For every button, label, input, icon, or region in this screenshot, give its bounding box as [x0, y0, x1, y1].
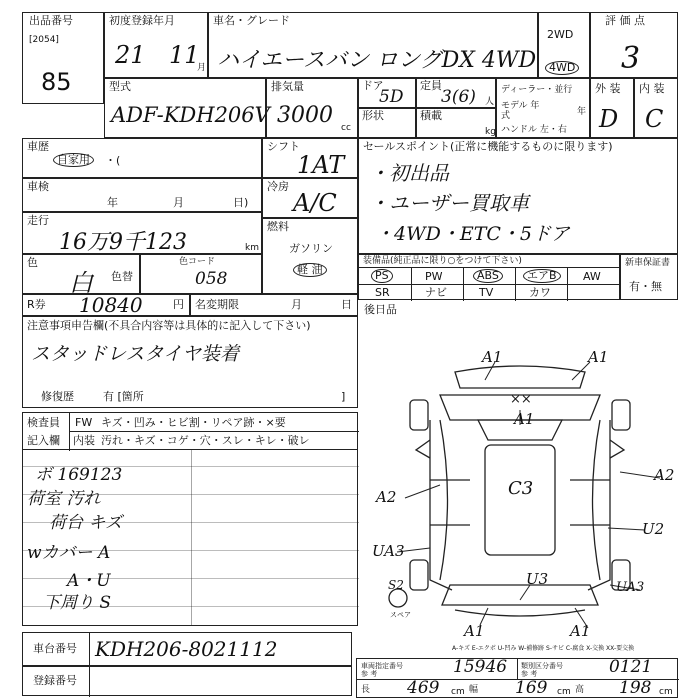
color-no-label: 色替 — [111, 270, 133, 283]
shift-value: 1AT — [297, 151, 345, 179]
equip-ps: PS — [371, 269, 393, 283]
length-value: 469 — [407, 678, 440, 698]
height-label: 高 — [575, 685, 585, 695]
month-unit: 月 — [197, 63, 207, 73]
diag-label-11: U3 — [526, 570, 549, 588]
ref-label-1: 参 考 — [361, 670, 378, 678]
inspection-year: 年 — [107, 196, 118, 209]
chassis-label: 車台番号 — [33, 642, 77, 655]
exterior-value: D — [599, 105, 619, 133]
capacity-label: 定員 — [420, 79, 442, 92]
model-value: ADF-KDH206V — [111, 103, 270, 127]
height-cm: cm — [659, 687, 673, 697]
repair-label: 修復歴 — [41, 390, 74, 403]
first-reg-year: 21 — [115, 41, 146, 69]
color-value: 白 — [69, 269, 93, 297]
inspection-label: 車検 — [27, 180, 49, 193]
interior-label: 内 装 — [639, 82, 665, 95]
equip-abs: ABS — [473, 269, 503, 283]
door-label: ドア — [362, 79, 384, 92]
registration-box — [22, 666, 352, 696]
lot-number: 85 — [41, 68, 72, 96]
diag-label-12: S2 — [388, 578, 404, 592]
usage-value: 自家用 — [53, 153, 94, 167]
fuel-diesel: 軽 油 — [293, 263, 327, 277]
diag-label-6: A2 — [376, 488, 397, 506]
equip-airbag: エアB — [523, 269, 561, 283]
length-cm: cm — [451, 687, 465, 697]
sales-label: セールスポイント(正常に機能するものに限ります) — [363, 140, 613, 153]
inspector-fw-text: キズ・凹み・ヒビ割・リペア跡・×要 — [101, 416, 286, 429]
length-label: 長 — [361, 685, 371, 695]
km-unit: km — [245, 243, 259, 253]
displacement-label: 排気量 — [271, 80, 304, 93]
width-cm: cm — [557, 687, 571, 697]
inspector-label-2: 記入欄 — [27, 434, 60, 447]
ref-label-2: 参 考 — [521, 670, 538, 678]
r-value: 10840 — [79, 293, 143, 317]
inspector-interior-text: 汚れ・キズ・コゲ・穴・スレ・キレ・破レ — [101, 434, 310, 447]
dealer-label: ディーラー・並行 — [501, 85, 573, 95]
inspector-label-1: 検査員 — [27, 416, 60, 429]
capacity-value: 3(6) — [441, 87, 476, 107]
diag-label-10: UA3 — [616, 580, 645, 595]
cc-unit: cc — [341, 123, 351, 133]
model-year-label: モデル 年式 — [501, 101, 540, 121]
year-unit: 年 — [577, 107, 587, 117]
sales-line-3: ・4WD・ETC・5ドア — [375, 223, 570, 245]
diag-label-4: A1 — [514, 410, 535, 428]
class-label: 類別区分番号 — [521, 662, 563, 670]
width-value: 169 — [515, 678, 548, 698]
later-items-label: 後日品 — [364, 303, 397, 316]
car-name: ハイエースバン ロングDX 4WD — [217, 48, 537, 73]
height-value: 198 — [619, 678, 652, 698]
yen-unit: 円 — [173, 298, 184, 311]
size-value: 15946 — [453, 657, 508, 677]
inspector-interior: 内装 — [73, 434, 95, 447]
diag-label-5: C3 — [508, 478, 534, 499]
score-value: 3 — [621, 41, 641, 76]
lot-label: 出品番号 — [29, 14, 73, 27]
diag-label-1: A1 — [482, 348, 503, 366]
equip-leather: カワ — [529, 286, 551, 299]
hw-note-4: wカバー A — [27, 543, 111, 563]
spare-label: スペア — [390, 611, 411, 619]
cooler-label: 冷房 — [267, 180, 289, 193]
r-label: R券 — [27, 298, 46, 311]
equip-tv: TV — [479, 286, 494, 299]
repair-end: ] — [341, 390, 346, 403]
equip-aw: AW — [583, 270, 601, 283]
notes-label: 注意事項申告欄(不具合内容等は具体的に記入して下さい) — [27, 319, 311, 332]
fuel-label: 燃料 — [267, 220, 289, 233]
name-change-month: 月 — [291, 298, 302, 311]
door-value: 5D — [379, 87, 404, 107]
reg-label: 登録番号 — [33, 674, 77, 687]
class-value: 0121 — [609, 657, 653, 677]
diag-label-3: ×× — [510, 392, 532, 407]
repair-value: 有 [箇所 — [103, 390, 144, 403]
color-code-label: 色コード — [179, 257, 216, 267]
score-label: 評 価 点 — [605, 14, 645, 27]
inspection-month: 月 — [173, 196, 184, 209]
name-label: 車名・グレード — [213, 14, 290, 27]
damage-legend: A-キズ E-エクボ U-凹み W-補修跡 S-サビ C-腐食 X-交換 XX-要交換 — [452, 645, 635, 652]
load-label: 積載 — [420, 109, 442, 122]
person-unit: 人 — [485, 97, 495, 107]
name-change-label: 名変期限 — [195, 298, 239, 311]
first-reg-label: 初度登録年月 — [109, 14, 175, 27]
mileage-value: 16万9千123 — [59, 230, 187, 255]
fuel-gas: ガソリン — [289, 242, 333, 255]
exterior-label: 外 装 — [595, 82, 621, 95]
handle-label: ハンドル 左・右 — [501, 125, 567, 135]
mileage-label: 走行 — [27, 214, 49, 227]
hw-note-5: A・U — [67, 571, 111, 591]
inspection-day: 日) — [233, 196, 249, 209]
diag-label-2: A1 — [588, 348, 609, 366]
diag-label-7: A2 — [654, 466, 675, 484]
interior-value: C — [645, 105, 664, 133]
equip-pw: PW — [425, 270, 443, 283]
inspector-fw: FW — [75, 416, 93, 429]
color-label: 色 — [27, 256, 38, 269]
size-label: 車両指定番号 — [361, 662, 403, 670]
hw-note-2: 荷室 汚れ — [27, 489, 101, 509]
chassis-box — [22, 632, 352, 666]
sales-line-1: ・初出品 — [369, 161, 449, 185]
chassis-value: KDH206-8021112 — [95, 637, 278, 661]
equip-sr: SR — [375, 286, 390, 299]
displacement-value: 3000 — [277, 103, 333, 128]
spec-box — [356, 658, 678, 698]
notes-value: スタッドレスタイヤ装着 — [31, 343, 240, 365]
diag-label-9: UA3 — [372, 542, 405, 560]
warranty-label: 新車保証書 — [625, 258, 671, 268]
kg-unit: kg — [485, 127, 496, 137]
color-code-value: 058 — [195, 269, 228, 289]
name-change-day: 日 — [341, 298, 352, 311]
equipment-label: 装備品(純正品に限り○をつけて下さい) — [363, 256, 522, 266]
width-label: 幅 — [469, 685, 479, 695]
lot-sub: [2054] — [29, 35, 59, 45]
first-reg-month: 11 — [169, 41, 200, 69]
sales-line-2: ・ユーザー買取車 — [369, 191, 529, 215]
hw-note-1: ボ 169123 — [35, 465, 123, 485]
usage-label: 車歴 — [27, 140, 49, 153]
warranty-value: 有・無 — [629, 280, 662, 293]
form-label: 形状 — [362, 109, 384, 122]
shift-label: シフト — [267, 140, 300, 153]
diag-label-13: A1 — [464, 622, 485, 640]
model-label: 型式 — [109, 80, 131, 93]
diag-label-14: A1 — [570, 622, 591, 640]
drive-4wd: 4WD — [545, 61, 579, 75]
equip-navi: ナビ — [425, 286, 447, 299]
diag-label-8: U2 — [642, 520, 665, 538]
hw-note-6: 下周り S — [43, 593, 112, 613]
usage-paren: ・( — [105, 154, 121, 167]
drive-2wd: 2WD — [547, 28, 574, 41]
cooler-value: A/C — [293, 189, 337, 217]
hw-note-3: 荷台 キズ — [49, 513, 123, 533]
